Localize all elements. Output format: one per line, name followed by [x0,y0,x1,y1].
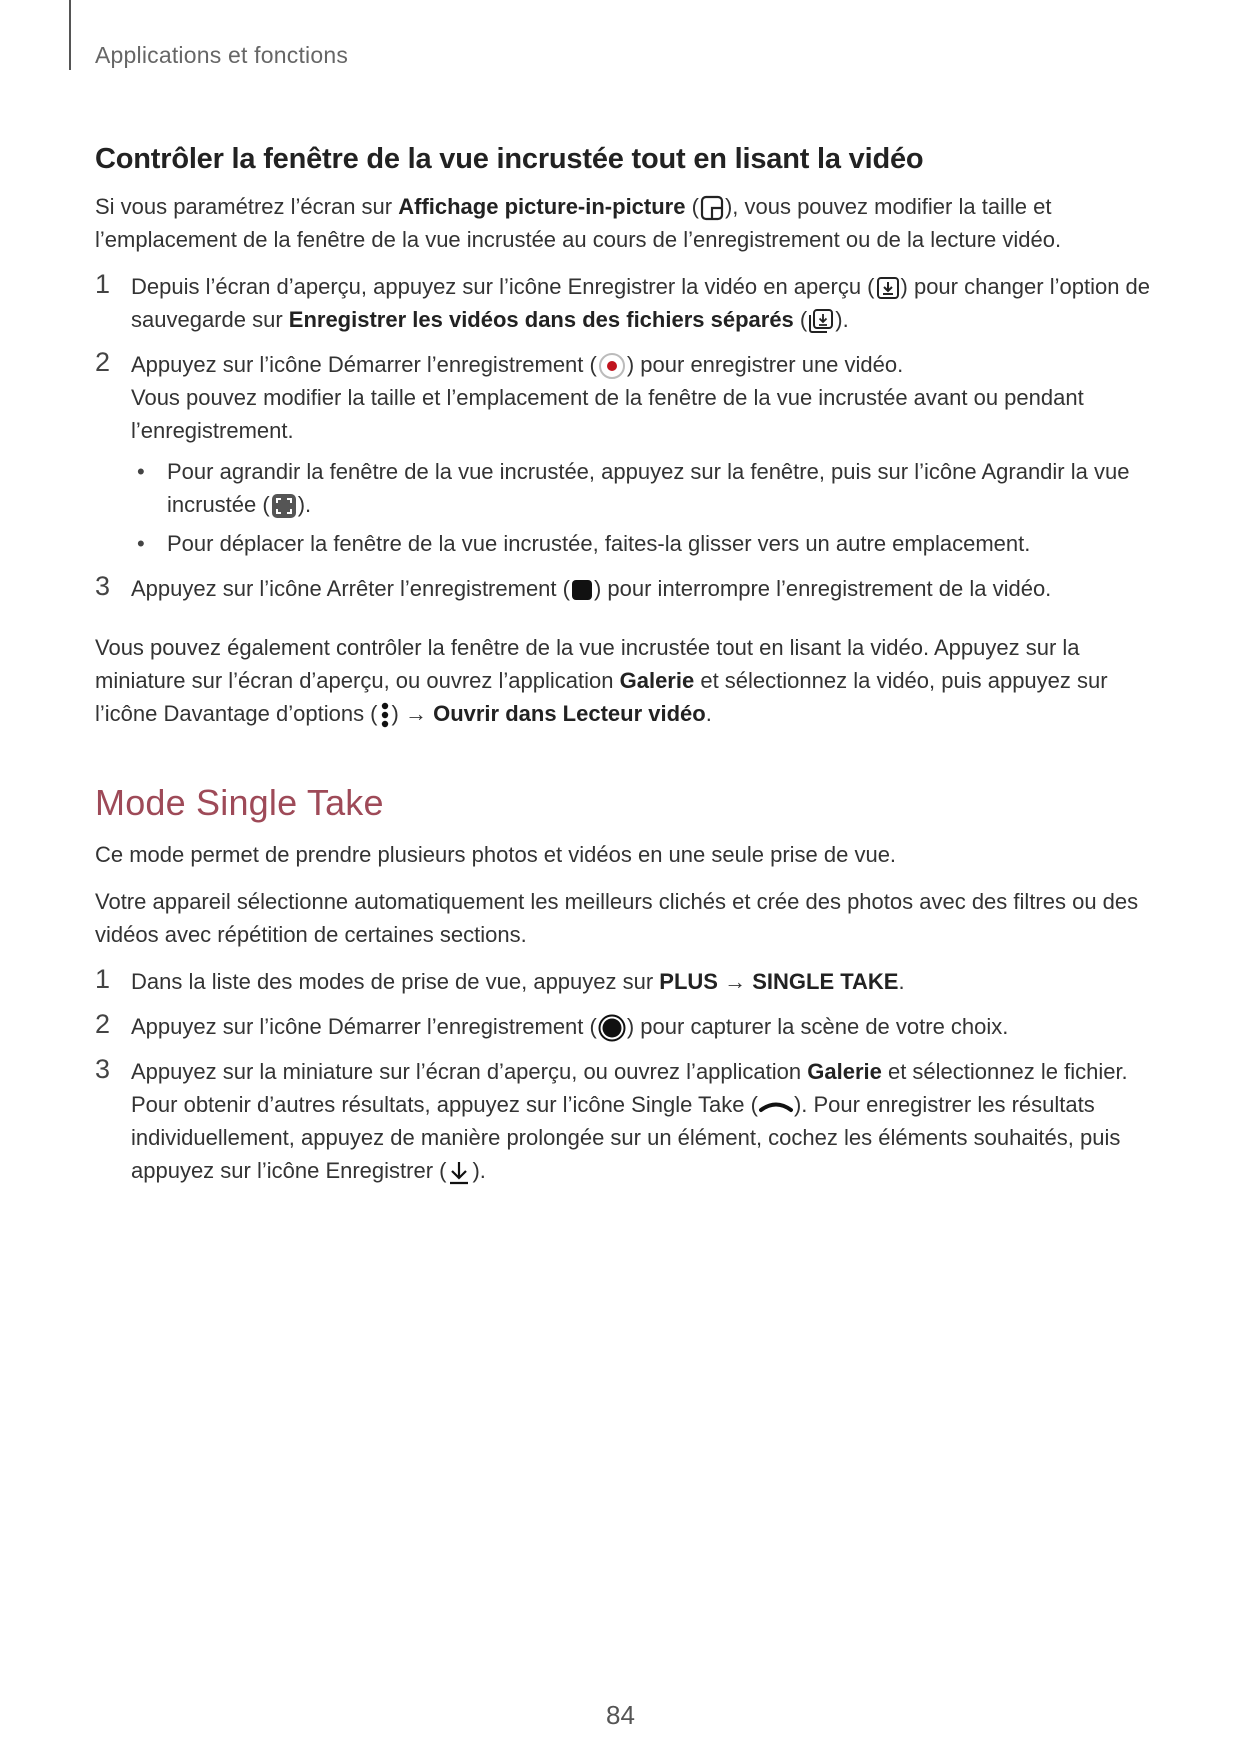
outro-text: Vous pouvez également contrôler la fenêtre de la vue incrustée tout en lisant la vidéo. Appuyez sur la miniature sur l’écran d’aperçu, ou ouvrez l’application [95,635,1080,693]
header-rule [69,0,71,70]
step-text-part: ) pour enregistrer une vidéo. [626,352,904,377]
page-content [95,143,1155,1199]
step-text [131,572,1155,605]
step-text-part: Appuyez sur l’icône Démarrer l’enregistrement ( [131,1014,597,1039]
step-number: 1 [95,269,111,299]
bullet-item: • Pour déplacer la fenêtre de la vue incrustée, faites-la glisser vers un autre emplacement. [131,527,1155,560]
bullet-text: ). [297,492,312,517]
pip-intro-text-3: ), vous pouvez modifier la taille et l’emplacement de la fenêtre de la vue incrustée au cours de l’enregistrement ou de la lecture vidéo. [95,194,1062,252]
bullet-text: Pour agrandir la fenêtre de la vue incrustée, appuyez sur la fenêtre, puis sur l’icône Agrandir la vue incrustée ( [167,459,1130,517]
step-text [131,348,1155,381]
step-text-part: ). [835,307,849,332]
record-icon [598,352,626,380]
bullet-item [131,455,1155,521]
outro-text: . [705,701,712,726]
single-take-desc-2: Votre appareil sélectionne automatiquement les meilleurs clichés et crée des photos avec des filtres ou des vidéos avec répétition de certaines sections. [95,889,1139,947]
step-text-part: ( [793,307,808,332]
step-number: 1 [95,964,111,994]
single-take-label: SINGLE TAKE [752,969,899,994]
pip-intro-text: Si vous paramétrez l’écran sur [95,194,399,219]
separate-files-label: Enregistrer les vidéos dans des fichiers séparés [288,307,794,332]
outro-text: ) → [391,701,434,726]
step-text-part: Appuyez sur l’icône Démarrer l’enregistrement ( [131,352,597,377]
gallery-label: Galerie [807,1059,882,1084]
save-icon [447,1159,471,1185]
single-take-step-2 [95,1010,1155,1043]
pip-section-title: Contrôler la fenêtre de la vue incrustée tout en lisant la vidéo [95,143,924,175]
outro-text: et sélectionnez la vidéo, puis appuyez sur l’icône Davantage d’options ( [95,668,1108,726]
pip-outro [95,631,1155,730]
step-text-part: Dans la liste des modes de prise de vue, appuyez sur [131,969,660,994]
step-number: 3 [95,571,111,601]
step-note-part: ). [472,1158,486,1183]
single-take-desc-1: Ce mode permet de prendre plusieurs photos et vidéos en une seule prise de vue. [95,842,897,867]
step-note: Vous pouvez modifier la taille et l’emplacement de la fenêtre de la vue incrustée avant ou pendant l’enregistrement. [131,385,1084,443]
pip-step-2 [95,348,1155,560]
expand-pip-icon [271,493,297,519]
save-preview-icon [876,276,900,300]
step-text [131,1010,1155,1043]
plus-label: PLUS [659,969,718,994]
step-text-part: . [898,969,905,994]
step-text-part: Appuyez sur la miniature sur l’écran d’aperçu, ou ouvrez l’application [131,1059,808,1084]
gallery-label: Galerie [619,668,695,693]
page-number: 84 [606,1700,635,1730]
step-text [131,965,1155,998]
step-note [131,1088,1155,1187]
more-options-icon [379,701,391,729]
step-text [131,270,1155,336]
step-text-part: ) pour changer l’option de sauvegarde sur [131,274,1151,332]
step-note-part: ). Pour enregistrer les résultats individuellement, appuyez de manière prolongée sur un élément, cochez les éléments souhaités, puis appuyez sur l’icône Enregistrer ( [131,1092,1121,1183]
step-number: 2 [95,1009,111,1039]
step-text-part: Appuyez sur l’icône Arrêter l’enregistrement ( [131,576,570,601]
pip-intro [95,190,1155,256]
stop-icon [571,579,593,601]
pip-intro-text-2: ( [685,194,699,219]
single-take-step-3 [95,1055,1155,1187]
single-take-title: Mode Single Take [95,782,384,823]
step-text-part: ) pour capturer la scène de votre choix. [626,1014,1009,1039]
open-video-player-label: Ouvrir dans Lecteur vidéo [433,701,706,726]
single-take-step-1 [95,965,1155,998]
separate-files-icon [808,308,834,334]
step-note-part: Pour obtenir d’autres résultats, appuyez sur l’icône Single Take ( [131,1092,758,1117]
step-bullets [131,455,1155,560]
single-take-icon [759,1099,793,1113]
step-number: 2 [95,347,111,377]
section-header: Applications et fonctions [95,42,349,68]
step-text-part: Depuis l’écran d’aperçu, appuyez sur l’icône Enregistrer la vidéo en aperçu ( [131,274,875,299]
step-text-part: → [717,969,753,994]
picture-in-picture-icon [700,195,724,221]
step-number: 3 [95,1054,111,1084]
pip-step-1 [95,270,1155,336]
pip-step-3 [95,572,1155,605]
step-text-part: ) pour interrompre l’enregistrement de la vidéo. [593,576,1052,601]
capture-icon [598,1014,626,1042]
step-text [131,1055,1155,1088]
pip-setting-label: Affichage picture-in-picture [398,194,686,219]
step-text-part: et sélectionnez le fichier. [881,1059,1128,1084]
